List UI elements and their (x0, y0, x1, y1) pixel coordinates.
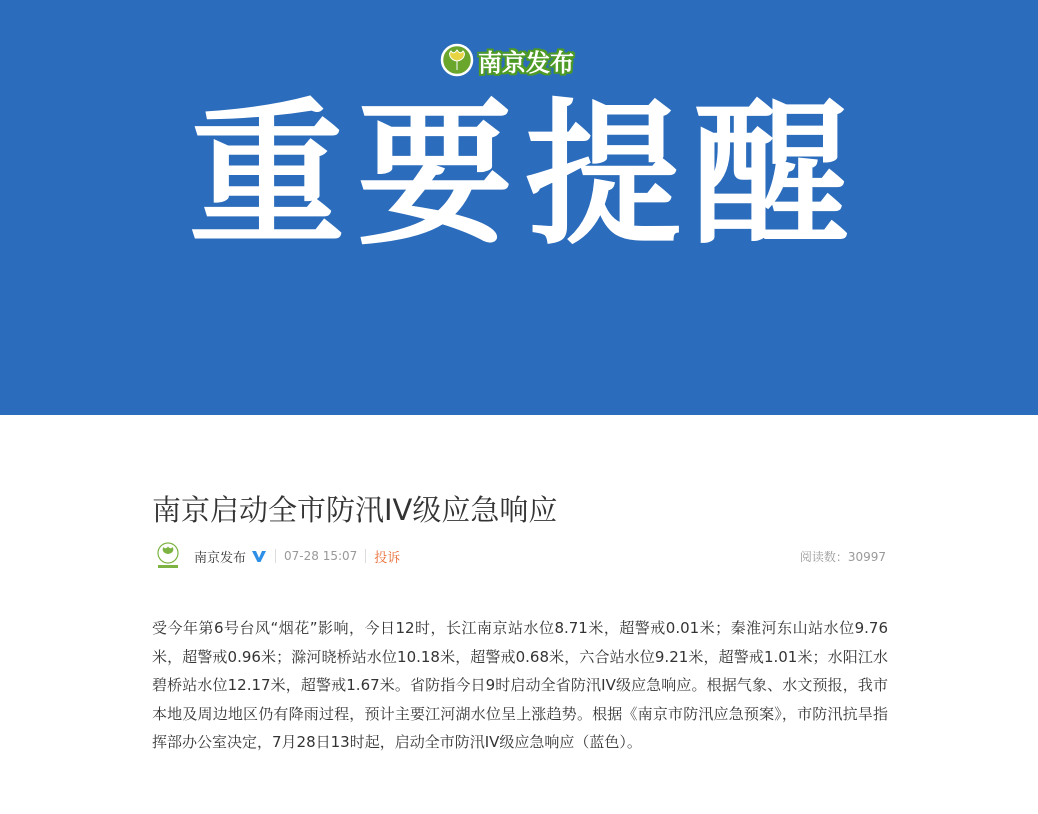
brand-name: 南京发布 (478, 48, 574, 77)
publish-time: 07-28 15:07 (284, 549, 358, 563)
article-meta (154, 540, 886, 572)
ginkgo-leaf-logo-icon (440, 43, 474, 77)
verified-v-icon (251, 549, 267, 563)
brand (440, 42, 574, 78)
report-link[interactable]: 投诉 (374, 550, 401, 566)
article-title: 南京启动全市防汛IV级应急响应 (152, 493, 558, 527)
author-name[interactable]: 南京发布 (194, 550, 247, 566)
author-avatar[interactable] (154, 542, 182, 570)
banner-headline: 重要提醒 (189, 84, 861, 266)
divider (275, 549, 276, 563)
ginkgo-leaf-avatar-icon (154, 542, 182, 570)
divider (365, 549, 366, 563)
read-count: 阅读数：30997 (799, 549, 886, 564)
article-body: 受今年第6号台风“烟花”影响，今日12时，长江南京站水位8.71米，超警戒0.01米；秦淮河东山站水位9.76米，超警戒0.96米；滁河晓桥站水位10.18米，超警戒0.68米，六合站水位9.21米，超警戒1.01米；水阳江水碧桥站水位12.17米，超警戒1.67米。省防指今日9时启动全省防汛IV级应急响应。根据气象、水文预报，我市本地及周边地区仍有降雨过程，预计主要江河湖水位呈上涨趋势。根据《南京市防汛应急预案》，市防汛抗旱指挥部办公室决定，7月28日13时起，启动全市防汛IV级应急响应（蓝色）。 (152, 619, 888, 751)
